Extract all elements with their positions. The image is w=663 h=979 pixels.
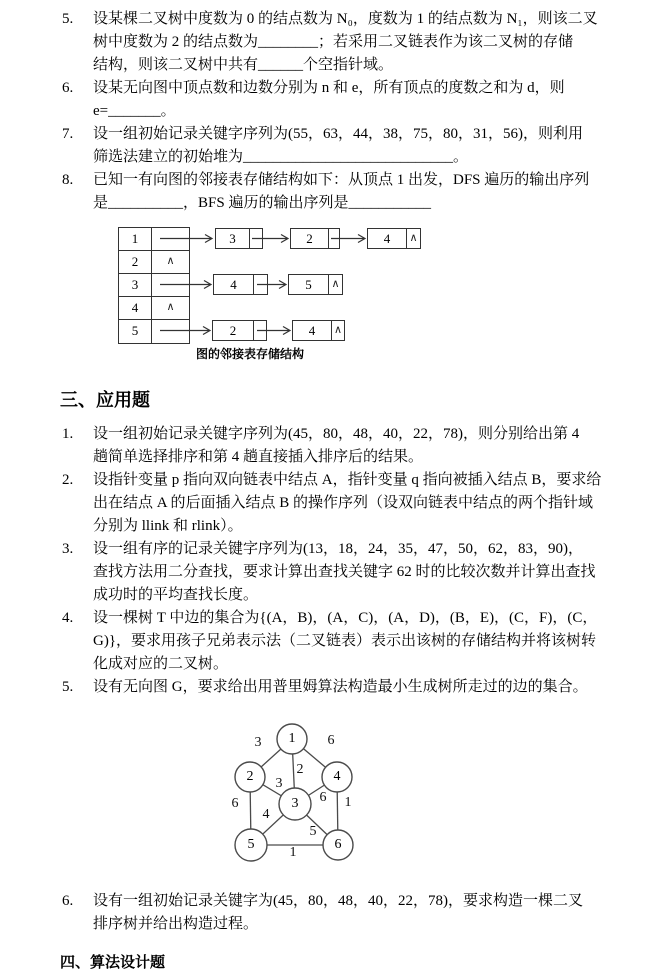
edge-weight-label: 6 [327, 733, 335, 748]
arrow-lines [0, 225, 663, 361]
adjacency-list-diagram [0, 225, 663, 361]
vertex-cell: 3 [119, 274, 152, 296]
edge-weight-label: 6 [231, 796, 239, 811]
question-number: 1. [62, 426, 74, 442]
question-number: 6. [62, 893, 74, 909]
node-value: 4 [214, 275, 254, 294]
weighted-graph-diagram [0, 710, 663, 880]
question-item-app-4 [62, 607, 629, 676]
vertex-cell: 2 [119, 251, 152, 273]
question-text-line: 设一组初始记录关键字序列为(55，63，44，38，75，80，31，56)，则利用 [93, 126, 583, 142]
question-text-line: 筛选法建立的初始堆为____________________________。 [93, 149, 469, 165]
question-number: 8. [62, 172, 74, 188]
vertex-cell: 4 [119, 297, 152, 319]
node-value: 4 [293, 321, 332, 340]
edge-weight-label: 1 [344, 795, 352, 810]
node-value: 4 [368, 229, 407, 248]
question-text-line: 结构，则该二叉树中共有______个空指针域。 [93, 57, 394, 73]
edge-weight-label: 5 [309, 824, 317, 839]
null-pointer-marker: ∧ [166, 301, 175, 313]
question-text-line: 化成对应的二叉树。 [93, 656, 229, 672]
question-number: 4. [62, 610, 74, 626]
node-value: 3 [216, 229, 250, 248]
question-text-line: 设指针变量 p 指向双向链表中结点 A，指针变量 q 指向被插入结点 B，要求给 [93, 472, 602, 488]
edge-weight-label: 3 [275, 776, 283, 791]
question-text-line: 成功时的平均查找长度。 [93, 587, 259, 603]
question-text-line: 设一组有序的记录关键字序列为(13，18，24，35，47，50，62，83，90)， [93, 541, 583, 557]
question-item-5 [62, 8, 629, 77]
question-text-line: 设有无向图 G，要求给出用普里姆算法构造最小生成树所走过的边的集合。 [93, 679, 588, 695]
question-item-8 [62, 169, 629, 215]
question-text-line: 已知一有向图的邻接表存储结构如下：从顶点 1 出发，DFS 遍历的输出序列 [93, 172, 590, 188]
question-text-line: 设某棵二叉树中度数为 0 的结点数为 N₀，度数为 1 的结点数为 N₁，则该二叉 [93, 11, 598, 27]
graph-node-label: 1 [288, 731, 296, 746]
question-number: 6. [62, 80, 74, 96]
node-value: 2 [213, 321, 254, 340]
question-item-app-1 [62, 423, 629, 469]
graph-node-label: 3 [291, 796, 299, 811]
edge-weight-label: 1 [289, 845, 297, 860]
question-text-line: 设某无向图中顶点数和边数分别为 n 和 e，所有顶点的度数之和为 d，则 [93, 80, 565, 96]
question-number: 5. [62, 11, 74, 27]
question-text-line: 是__________，BFS 遍历的输出序列是___________ [93, 195, 431, 211]
question-item-app-5 [62, 676, 629, 699]
question-item-6 [62, 77, 629, 123]
question-text-line: 出在结点 A 的后面插入结点 B 的操作序列（设双向链表中结点的两个指针域 [93, 495, 594, 511]
question-number: 2. [62, 472, 74, 488]
diagram-caption: 图的邻接表存储结构 [195, 347, 304, 361]
question-number: 5. [62, 679, 74, 695]
question-text-line: 设有一组初始记录关键字为(45，80，48，40，22，78)，要求构造一棵二叉 [93, 893, 583, 909]
question-text-line: 设一棵树 T 中边的集合为{(A，B)，(A，C)，(A，D)，(B，E)，(C，F)，(C， [93, 610, 598, 626]
graph-node-label: 5 [247, 837, 255, 852]
question-item-7 [62, 123, 629, 169]
node-value: 5 [289, 275, 329, 294]
edge-weight-label: 4 [262, 807, 270, 822]
section-title-algorithm: 四、算法设计题 [60, 954, 166, 971]
null-pointer-marker: ∧ [333, 324, 343, 336]
edge-weight-label: 2 [296, 762, 304, 777]
node-value: 2 [291, 229, 329, 248]
question-text-line: 分别为 llink 和 rlink）。 [93, 518, 243, 534]
question-text-line: G)}，要求用孩子兄弟表示法（二叉链表）表示出该树的存储结构并将该树转 [93, 633, 597, 649]
question-text-line: 设一组初始记录关键字序列为(45，80，48，40，22，78)，则分别给出第 4 [93, 426, 580, 442]
question-item-app-6 [62, 890, 629, 936]
null-pointer-marker: ∧ [331, 278, 340, 290]
graph-node-label: 4 [333, 769, 341, 784]
graph-node-label: 2 [246, 769, 254, 784]
question-text-line: 树中度数为 2 的结点数为________；若采用二叉链表作为该二叉树的存储 [93, 34, 574, 50]
null-pointer-marker: ∧ [166, 255, 175, 267]
section-title-application: 三、应用题 [60, 390, 150, 410]
question-number: 3. [62, 541, 74, 557]
question-number: 7. [62, 126, 74, 142]
question-item-app-3 [62, 538, 629, 607]
null-pointer-marker: ∧ [409, 232, 418, 244]
question-item-app-2 [62, 469, 629, 538]
question-text-line: 趟简单选择排序和第 4 趟直接插入排序后的结果。 [93, 449, 424, 465]
question-text-line: 排序树并给出构造过程。 [93, 916, 259, 932]
question-text-line: 查找方法用二分查找，要求计算出查找关键字 62 时的比较次数并计算出查找 [93, 564, 596, 580]
vertex-cell: 5 [119, 320, 152, 343]
vertex-cell: 1 [119, 228, 152, 250]
edge-weight-label: 3 [254, 735, 262, 750]
graph-node-label: 6 [334, 837, 342, 852]
question-text-line: e=_______。 [93, 103, 176, 119]
edge-weight-label: 6 [319, 790, 327, 805]
